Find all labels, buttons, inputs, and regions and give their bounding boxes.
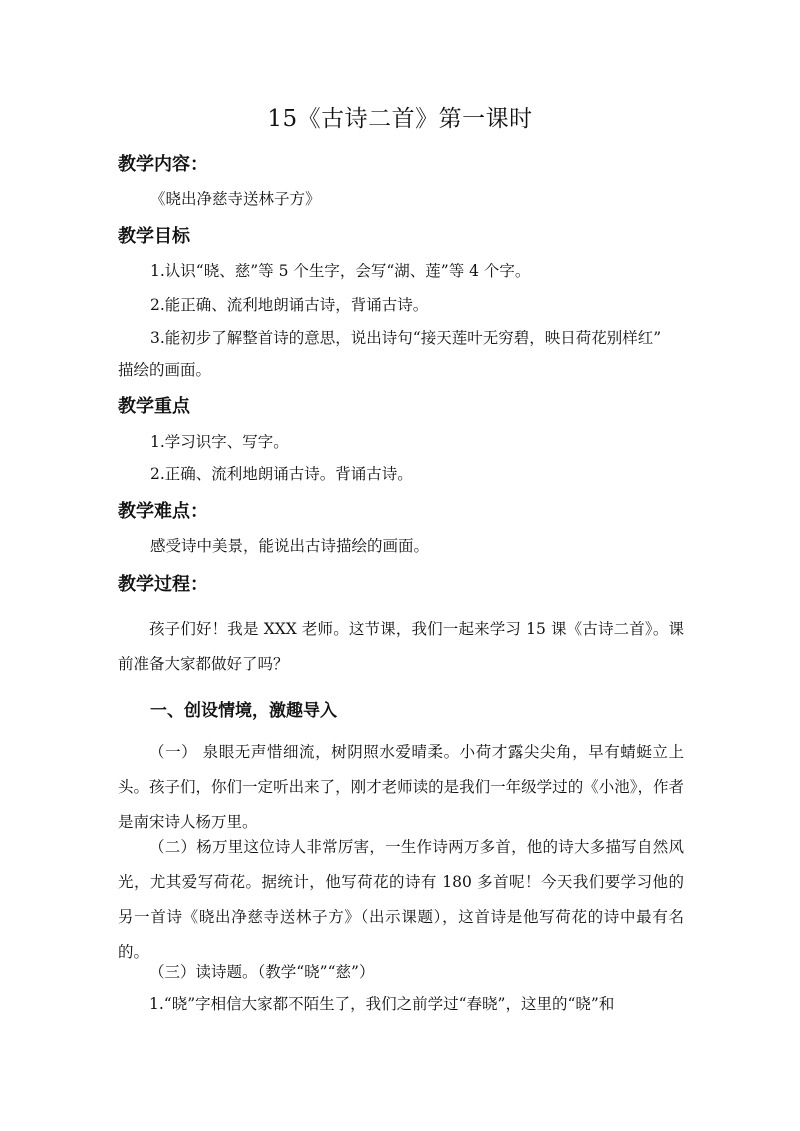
key-point-item: 2.正确、流利地朗诵古诗。背诵古诗。 [150, 465, 413, 483]
process-paragraph: （二）杨万里这位诗人非常厉害，一生作诗两万多首，他的诗大多描写自然风光，尤其爱写荷花。据统计，他写荷花的诗有 180 多首呢！今天我们要学习他的另一首诗《晓出净慈寺送林子方》（出示课题），这首诗是他写荷花的诗中最有名的。 [118, 838, 684, 961]
process-paragraph: （一） 泉眼无声惜细流，树阴照水爱晴柔。小荷才露尖尖角，早有蜻蜓立上头。孩子们，你们一定听出来了，刚才老师读的是我们一年级学过的《小池》，作者是南宋诗人杨万里。 [118, 743, 684, 831]
process-paragraph: 1.“晓”字相信大家都不陌生了，我们之前学过“春晓”，这里的“晓”和 [149, 995, 615, 1013]
objective-item: 3.能初步了解整首诗的意思，说出诗句“接天莲叶无穷碧，映日荷花别样红” [150, 329, 662, 347]
heading-content: 教学内容： [118, 154, 208, 175]
objective-item: 1.认识“晓、慈”等 5 个生字，会写“湖、莲”等 4 个字。 [150, 262, 531, 280]
page-title: 15《古诗二首》第一课时 [267, 106, 533, 132]
objective-item-continued: 描绘的画面。 [118, 361, 212, 379]
process-intro: 孩子们好！我是 XXX 老师。这节课，我们一起来学习 15 课《古诗二首》。课前准备大家都做好了吗？ [118, 620, 684, 673]
heading-key-points: 教学重点 [118, 396, 190, 417]
key-point-item: 1.学习识字、写字。 [150, 433, 289, 451]
content-text: 《晓出净慈寺送林子方》 [150, 190, 321, 208]
heading-objectives: 教学目标 [118, 226, 190, 247]
process-paragraph: （三）读诗题。（教学“晓”“慈”） [149, 963, 375, 981]
section-heading: 一、创设情境，激趣导入 [150, 701, 337, 721]
heading-process: 教学过程： [118, 574, 208, 595]
difficulties-text: 感受诗中美景，能说出古诗描绘的画面。 [150, 537, 430, 555]
objective-item: 2.能正确、流利地朗诵古诗，背诵古诗。 [150, 296, 429, 314]
heading-difficulties: 教学难点： [118, 501, 208, 522]
